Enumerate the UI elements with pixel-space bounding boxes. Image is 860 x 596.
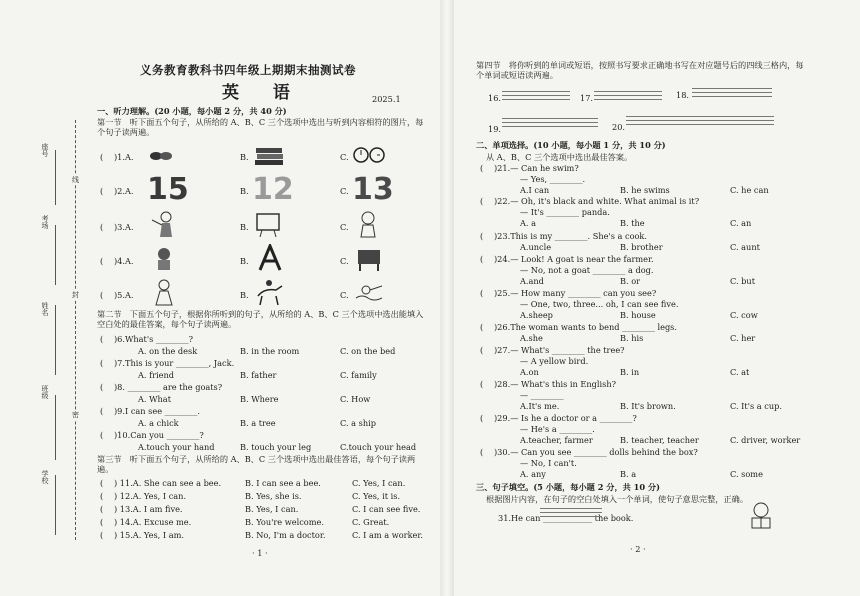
q2-c-label: C. [340, 186, 349, 196]
q13-b: B. Yes, I can. [245, 504, 299, 514]
page-number-2: · 2 · [630, 544, 646, 554]
q21-c: C. he can [730, 185, 769, 195]
q10-c: C.touch your head [340, 442, 417, 452]
q12-a: ( ) 12.A. Yes, I can. [100, 491, 187, 501]
q22-b: B. the [620, 218, 645, 228]
q6-b: B. in the room [240, 346, 300, 356]
clocks-picture [352, 145, 386, 165]
q29-b: B. teacher, teacher [620, 435, 699, 445]
q4-c-label: C. [340, 256, 349, 266]
q30-line2: — No, I can't. [520, 458, 577, 468]
girl-picture [150, 278, 178, 306]
books-picture [254, 144, 286, 168]
number-12: 12 [252, 172, 294, 207]
q27-a: A.on [520, 367, 539, 377]
subject-title: 英 语 [222, 83, 304, 103]
q21-a: A.I can [520, 185, 550, 195]
class-field [55, 395, 56, 460]
name-label: 姓名 [41, 302, 49, 316]
q23-b: B. brother [620, 242, 663, 252]
q25-b: B. house [620, 310, 656, 320]
part1-heading: 一、听力理解。(20 小题，每小题 2 分，共 40 分) [97, 106, 287, 116]
q15-b: B. No, I'm a doctor. [245, 530, 326, 540]
q21-line2: — Yes, ________. [520, 174, 586, 184]
page-fold [440, 0, 454, 596]
number-15: 15 [147, 172, 189, 207]
q11-c: C. Yes, I can. [352, 478, 406, 488]
q14-b: B. You're welcome. [245, 517, 324, 527]
q31: 31.He can ____________ the book. [498, 513, 634, 523]
part2-heading: 二、单项选择。(10 小题，每小题 1 分，共 10 分) [476, 140, 666, 150]
name-field [55, 305, 56, 375]
school-field [55, 475, 56, 535]
q26-b: B. his [620, 333, 644, 343]
q13-c: C. I can see five. [352, 504, 421, 514]
q19-lines [502, 115, 598, 127]
q29-c: C. driver, worker [730, 435, 801, 445]
q12-c: C. Yes, it is. [352, 491, 401, 501]
q30-b: B. a [620, 469, 637, 479]
q7-c: C. family [340, 370, 377, 380]
q29-a: A.teacher, farmer [520, 435, 593, 445]
exam-date: 2025.1 [372, 94, 401, 104]
class-label: 班级 [41, 385, 49, 399]
q27-line2: — A yellow bird. [520, 356, 589, 366]
q22-c: C. an [730, 218, 752, 228]
q28-c: C. It's a cup. [730, 401, 782, 411]
q8-a: A. What [138, 394, 171, 404]
q14-a: ( ) 14.A. Excuse me. [100, 517, 192, 527]
q31-lines [540, 505, 602, 517]
q25-c: C. cow [730, 310, 758, 320]
exam-room-label: 考场 [41, 215, 49, 229]
q23-c: C. aunt [730, 242, 760, 252]
page-number-1: · 1 · [252, 548, 268, 558]
q8: ( )8. ________ are the goats? [100, 382, 223, 392]
q25-a: A.sheep [520, 310, 553, 320]
part2-intro: 从 A、B、C 三个选项中选出最佳答案。 [486, 152, 633, 162]
q17-lines [594, 88, 662, 100]
section3-instructions: 第三节 听下面五个句子，从所给的 A、B、C 三个选项中选出最佳答语，每个句子读两遍。 [97, 454, 416, 474]
q20-label: 20. [612, 122, 626, 132]
q5-c-label: C. [340, 290, 349, 300]
q6-c: C. on the bed [340, 346, 396, 356]
q3-b-label: B. [240, 222, 249, 232]
q29-line2: — He's a ________. [520, 424, 595, 434]
q24-c: C. but [730, 276, 755, 286]
cups-picture [148, 146, 174, 166]
part3-intro: 根据图片内容，在句子的空白处填入一个单词，使句子意思完整，正确。 [486, 494, 749, 504]
cat-picture [150, 244, 178, 272]
q21-b: B. he swims [620, 185, 670, 195]
q26-c: C. her [730, 333, 756, 343]
q16-label: 16. [488, 93, 502, 103]
q24: ( )24.— Look! A goat is near the farmer. [480, 254, 654, 264]
q23: ( )23.This is my ________. She's a cook. [480, 231, 648, 241]
q22-a: A. a [520, 218, 536, 228]
q17-label: 17. [580, 93, 594, 103]
boy-picture [354, 210, 382, 238]
q27-b: B. in [620, 367, 640, 377]
q24-line2: — No, not a goat ________ a dog. [520, 265, 654, 275]
q25-line2: — One, two, three... oh, I can see five. [520, 299, 679, 309]
seal-char: 封 [72, 291, 79, 299]
q28-line2: — ________ [520, 390, 564, 400]
q4-b-label: B. [240, 256, 249, 266]
swimmer-picture [354, 280, 386, 306]
q25: ( )25.— How many ________ can you see? [480, 288, 657, 298]
q18-label: 18. [676, 90, 690, 100]
q21: ( )21.— Can he swim? [480, 163, 579, 173]
exam-title: 义务教育教科书四年级上期期末抽测试卷 [140, 63, 356, 77]
q24-b: B. or [620, 276, 641, 286]
q1-label: ( )1.A. [100, 152, 134, 162]
q2-label: ( )2.A. [100, 186, 134, 196]
q14-c: C. Great. [352, 517, 390, 527]
q13-a: ( ) 13.A. I am five. [100, 504, 183, 514]
seat-field [55, 150, 56, 205]
q5-label: ( )5.A. [100, 290, 134, 300]
q26: ( )26.The woman wants to bend ________ legs. [480, 322, 677, 332]
q9-b: B. a tree [240, 418, 276, 428]
teacher-picture [150, 210, 178, 238]
q7-b: B. father [240, 370, 277, 380]
q6: ( )6.What's ________? [100, 334, 194, 344]
q30-a: A. any [520, 469, 546, 479]
seat-label: 座号 [41, 143, 49, 157]
number-13: 13 [352, 172, 394, 207]
q10: ( )10.Can you ________? [100, 430, 204, 440]
part3-heading: 三、句子填空。(5 小题，每小题 2 分，共 10 分) [476, 482, 660, 492]
school-label: 学校 [41, 470, 49, 484]
q1-b-label: B. [240, 152, 249, 162]
q29: ( )29.— Is he a doctor or a ________? [480, 413, 637, 423]
line-char: 线 [72, 176, 79, 184]
q11-b: B. I can see a bee. [245, 478, 321, 488]
q28: ( )28.— What's this in English? [480, 379, 616, 389]
q7: ( )7.This is your ________, Jack. [100, 358, 235, 368]
q28-b: B. It's brown. [620, 401, 676, 411]
q16-lines [502, 88, 570, 100]
q9: ( )9.I can see ________. [100, 406, 201, 416]
q7-a: A. friend [138, 370, 175, 380]
q15-c: C. I am a worker. [352, 530, 424, 540]
q28-a: A.It's me. [520, 401, 560, 411]
q10-b: B. touch your leg [240, 442, 312, 452]
q22: ( )22.— Oh, it's black and white. What animal is it? [480, 196, 700, 206]
q5-b-label: B. [240, 290, 249, 300]
letter-a-picture [256, 244, 284, 272]
q3-c-label: C. [340, 222, 349, 232]
room-field [55, 225, 56, 285]
q11-a: ( ) 11.A. She can see a bee. [100, 478, 222, 488]
q27: ( )27.— What's ________ the tree? [480, 345, 625, 355]
q8-c: C. How [340, 394, 371, 404]
desk-picture [354, 244, 384, 272]
q30: ( )30.— Can you see ________ dolls behind the box? [480, 447, 698, 457]
q22-line2: — It's ________ panda. [520, 207, 610, 217]
q9-c: C. a ship [340, 418, 376, 428]
q27-c: C. at [730, 367, 750, 377]
section1-instructions: 第一节 听下面五个句子，从所给的 A、B、C 三个选项中选出与听到内容相符的图片，每个句子读两遍。 [97, 117, 424, 137]
boy-reading-picture [744, 500, 778, 532]
q15-a: ( ) 15.A. Yes, I am. [100, 530, 184, 540]
board-picture [254, 212, 284, 238]
q9-a: A. a chick [138, 418, 179, 428]
q12-b: B. Yes, she is. [245, 491, 302, 501]
q4-label: ( )4.A. [100, 256, 134, 266]
secret-char: 密 [72, 411, 79, 419]
q10-a: A.touch your hand [138, 442, 215, 452]
section4-instructions: 第四节 将你听到的单词或短语，按照书写要求正确地书写在对应题号后的四线三格内，每个单词或短语读两遍。 [476, 60, 804, 80]
q8-b: B. Where [240, 394, 279, 404]
section2-instructions: 第二节 下面五个句子，根据你所听到的句子，从所给的 A、B、C 三个选项中选出能填入空白处的最佳答案，每个句子读两遍。 [97, 309, 424, 329]
q2-b-label: B. [240, 186, 249, 196]
q19-label: 19. [488, 124, 502, 134]
q24-a: A.and [520, 276, 544, 286]
q18-lines [692, 85, 772, 97]
q23-a: A.uncle [520, 242, 552, 252]
q26-a: A.she [520, 333, 543, 343]
q6-a: A. on the desk [138, 346, 198, 356]
q30-c: C. some [730, 469, 763, 479]
horse-rider-picture [254, 278, 286, 306]
q1-c-label: C. [340, 152, 349, 162]
q3-label: ( )3.A. [100, 222, 134, 232]
q20-lines [626, 113, 774, 125]
